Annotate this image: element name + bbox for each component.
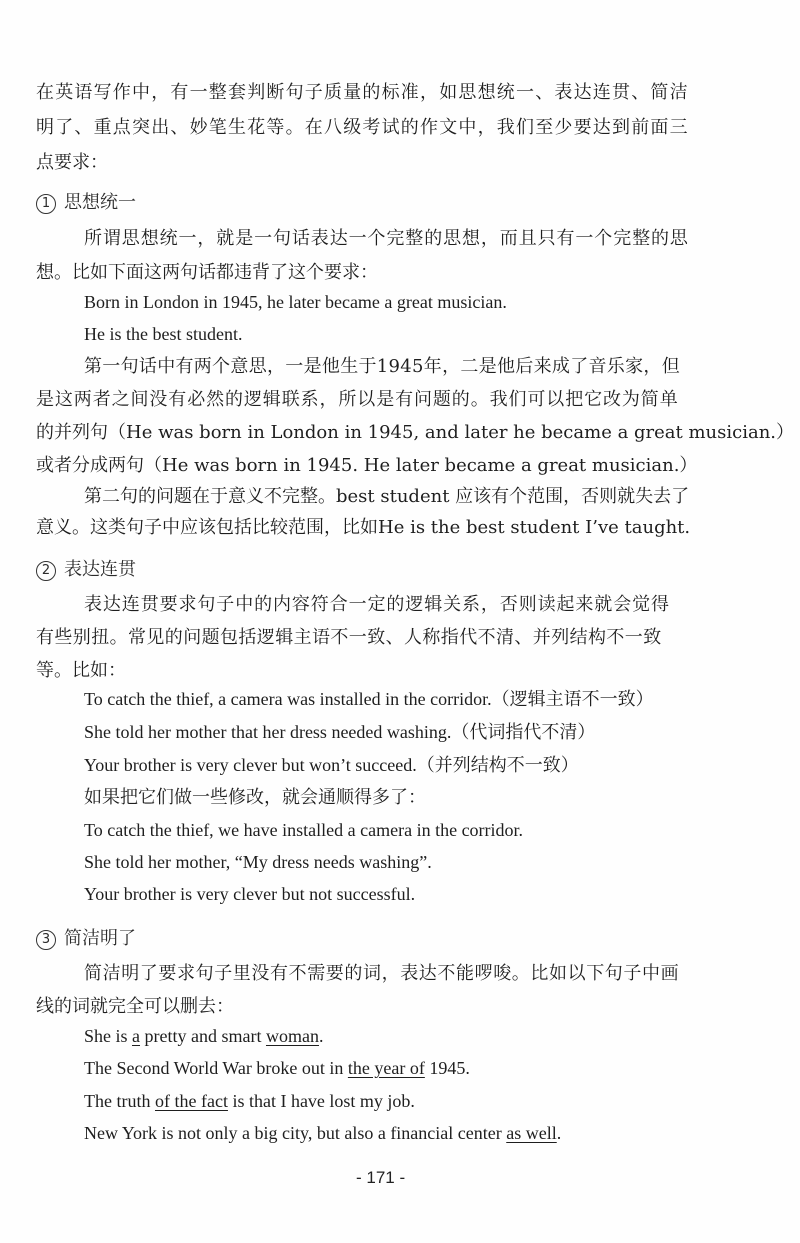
- section-2-bad-example-2: She told her mother that her dress needed washing.（代词指代不清）: [84, 722, 596, 742]
- section-1-p2-line-1: 第一句话中有两个意思，一是他生于1945年，二是他后来成了音乐家，但: [84, 356, 681, 377]
- section-2-good-example-2: She told her mother, “My dress needs washing”.: [84, 852, 432, 872]
- section-3-p1-line-2: 线的词就完全可以删去：: [36, 996, 234, 1017]
- section-1-p2-line-4: 或者分成两句（He was born in 1945. He later became a great musician.）: [36, 455, 698, 476]
- section-2-bad-example-1: To catch the thief, a camera was installed in the corridor.（逻辑主语不一致）: [84, 689, 654, 709]
- intro-line-1: 在英语写作中，有一整套判断句子质量的标准，如思想统一、表达连贯、简洁: [36, 82, 689, 103]
- section-1-number: 1: [36, 194, 56, 214]
- section-2-good-example-3: Your brother is very clever but not successful.: [84, 884, 416, 904]
- section-1-p1-line-2: 想。比如下面这两句话都违背了这个要求：: [36, 262, 378, 283]
- section-3-number: 3: [36, 930, 56, 950]
- intro-line-2: 明了、重点突出、妙笔生花等。在八级考试的作文中，我们至少要达到前面三: [36, 117, 689, 138]
- section-1-example-2: He is the best student.: [84, 324, 243, 344]
- section-1-example-1: Born in London in 1945, he later became a great musician.: [84, 292, 507, 312]
- section-3-example-3: [84, 1090, 415, 1112]
- section-2-number: 2: [36, 561, 56, 581]
- section-2-bad-example-3: Your brother is very clever but won’t succeed.（并列结构不一致）: [84, 755, 579, 775]
- section-3-example-1-underlined-1: a: [132, 1026, 141, 1046]
- section-3-example-3-text-a: The truth: [84, 1091, 155, 1111]
- section-1-p3-line-1: 第二句的问题在于意义不完整。best student 应该有个范围，否则就失去了: [84, 486, 690, 507]
- section-3-example-3-text-b: is that I have lost my job.: [227, 1091, 415, 1111]
- section-2-p1-line-1: 表达连贯要求句子中的内容符合一定的逻辑关系，否则读起来就会觉得: [84, 594, 670, 615]
- intro-line-3: 点要求：: [36, 152, 108, 173]
- section-3-example-2-text-a: The Second World War broke out in: [84, 1058, 348, 1078]
- section-3-example-2-text-b: 1945.: [424, 1058, 470, 1078]
- section-2-p1-line-3: 等。比如：: [36, 660, 126, 681]
- section-1-p3-line-2: 意义。这类句子中应该包括比较范围，比如He is the best student I’ve taught.: [36, 517, 691, 538]
- section-3-example-1-text-b: pretty and smart: [140, 1026, 266, 1046]
- section-3-example-1-underlined-2: woman: [265, 1026, 319, 1046]
- section-3-example-4-underlined: as well: [506, 1123, 557, 1143]
- section-3-example-1-text-c: .: [318, 1026, 324, 1046]
- section-2-heading: [36, 559, 136, 581]
- section-1-p2-line-3: 的并列句（He was born in London in 1945, and later he became a great musician.）: [36, 422, 795, 443]
- section-1-title: 思想统一: [64, 192, 136, 213]
- section-1-p2-line-2: 是这两者之间没有必然的逻辑联系，所以是有问题的。我们可以把它改为简单: [36, 389, 679, 410]
- section-2-fix-intro: 如果把它们做一些修改，就会通顺得多了：: [84, 787, 426, 808]
- section-2-title: 表达连贯: [64, 559, 136, 580]
- section-3-example-2-underlined: the year of: [347, 1058, 425, 1078]
- section-3-example-4-text-a: New York is not only a big city, but also a financial center: [84, 1123, 507, 1143]
- section-2-good-example-1: To catch the thief, we have installed a camera in the corridor.: [84, 820, 524, 840]
- section-3-example-1-text-a: She is: [84, 1026, 133, 1046]
- section-3-example-2: [84, 1057, 470, 1079]
- section-3-example-3-underlined: of the fact: [154, 1091, 228, 1111]
- section-2-p1-line-2: 有些别扭。常见的问题包括逻辑主语不一致、人称指代不清、并列结构不一致: [36, 627, 662, 648]
- section-3-example-4-text-b: .: [556, 1123, 562, 1143]
- section-3-title: 简洁明了: [64, 928, 136, 949]
- section-1-p1-line-1: 所谓思想统一，就是一句话表达一个完整的思想，而且只有一个完整的思: [84, 228, 689, 249]
- section-3-example-4: [84, 1122, 561, 1144]
- section-3-example-1: [84, 1025, 323, 1047]
- page-number: - 171 -: [356, 1168, 406, 1187]
- section-3-heading: [36, 928, 136, 950]
- section-3-p1-line-1: 简洁明了要求句子里没有不需要的词，表达不能啰唆。比如以下句子中画: [84, 963, 680, 984]
- section-1-heading: [36, 192, 136, 214]
